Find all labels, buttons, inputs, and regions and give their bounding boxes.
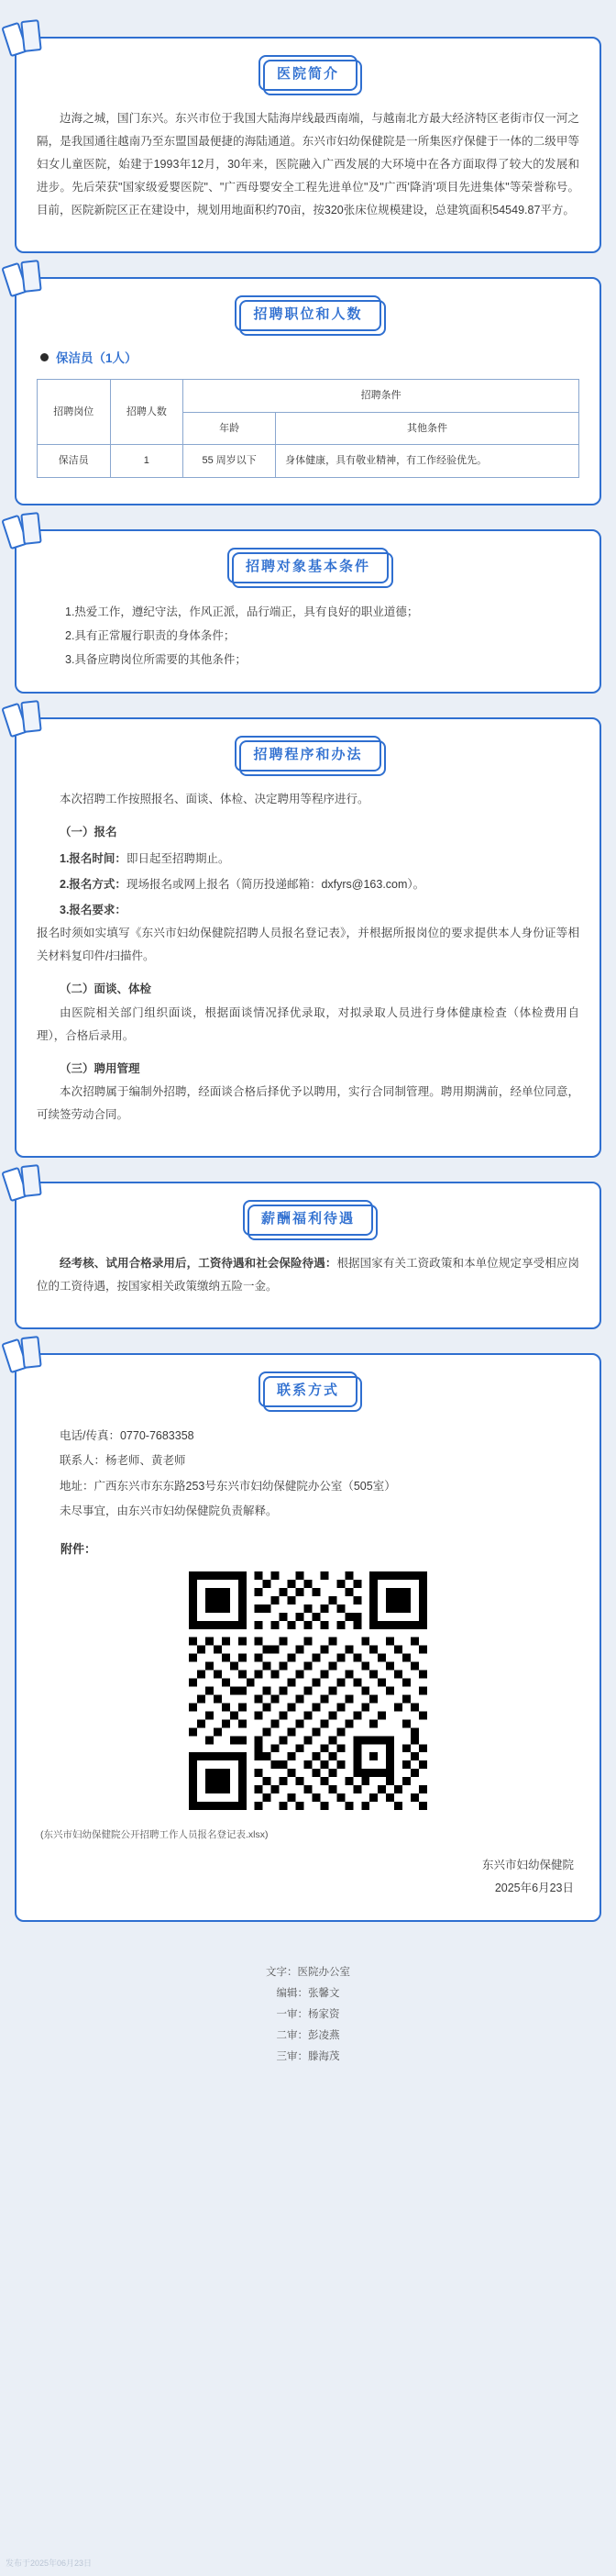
section-title-positions [37,295,579,331]
footer-line: 三审：滕海茂 [276,2050,340,2062]
procedure-paragraph: 由医院相关部门组织面谈，根据面谈情况择优录取，对拟录取人员进行身体健康检查（体检费用自理），合格后录用。 [37,1005,579,1042]
th-other: 其他条件 [276,412,579,445]
td-other: 身体健康，具有敬业精神，有工作经验优先。 [276,445,579,478]
section-title-procedure [37,736,579,772]
signature-org: 东兴市妇幼保健院 [481,1858,574,1871]
publish-stamp: 发布于2025年06月23日 [6,2559,93,2568]
section-title-contact [37,1371,579,1407]
procedure-paragraph: 本次招聘属于编制外招聘，经面谈合格后择优予以聘用，实行合同制管理。聘用期满前，经单位同意，可续签劳动合同。 [37,1084,579,1121]
section-title-label: 招聘程序和办法 [235,736,380,772]
qr-code-image[interactable] [183,1566,433,1815]
list-item: 3.具备应聘岗位所需要的其他条件； [65,653,247,666]
intro-paragraph: 边海之城，国门东兴。东兴市位于我国大陆海岸线最西南端，与越南北方最大经济特区老街市仅一河之隔，是我国通往越南乃至东盟国最便捷的海陆通道。东兴市妇幼保健院是一所集医疗保健于一体的二级甲等妇女儿童医院，始建于1993年12月，30年来，医院融入广西发展的大环境中在各方面取得了较大的发展和进步。先后荣获"国家级爱婴医院"、"广西母婴安全工程先进单位"及"广西'降消'项目先进集体"等荣誉称号。目前，医院新院区正在建设中，规划用地面积约70亩，按320张床位规模建设，总建筑面积54549.87平方。 [37,112,579,217]
section-title-salary [37,1200,579,1236]
procedure-heading-2: （二）面谈、体检 [60,983,152,996]
procedure-line [37,872,579,896]
card-salary [15,1182,601,1329]
salary-text: 根据国家有关工资政策和本单位规定享受相应岗位的工资待遇，按国家相关政策缴纳五险一金。 [37,1256,579,1293]
procedure-line-text: 现场报名或网上报名（简历投递邮箱：dxfyrs@163.com）。 [126,877,425,891]
table-row [38,445,579,478]
job-heading [40,348,579,366]
th-age: 年龄 [183,412,276,445]
recruit-table [37,379,579,478]
bullet-icon [40,353,49,361]
section-title-label: 薪酬福利待遇 [243,1200,373,1236]
section-title-label: 招聘职位和人数 [235,295,380,331]
qr-code-svg [189,1571,427,1810]
card-hospital-intro [15,37,601,253]
procedure-line-label: 1.报名时间： [60,851,126,865]
td-position: 保洁员 [38,445,111,478]
list-item: 1.热爱工作，遵纪守法，作风正派，品行端正，具有良好的职业道德； [65,605,419,618]
section-title-label: 医院简介 [258,55,358,91]
procedure-line-label: 3.报名要求： [60,904,126,916]
signature-block [37,1854,579,1900]
footer-line: 编辑：张馨文 [276,1987,340,1999]
footer-line: 文字：医院办公室 [266,1966,350,1978]
table-header-row [38,380,579,413]
procedure-line-text: 即日起至招聘期止。 [126,851,230,865]
salary-paragraph [37,1252,579,1298]
job-heading-label: 保洁员（1人） [56,351,138,365]
contact-note: 未尽事宜，由东兴市妇幼保健院负责解释。 [60,1505,278,1518]
td-age: 55 周岁以下 [183,445,276,478]
th-position: 招聘岗位 [38,380,111,445]
card-basic-conditions [15,529,601,694]
td-count: 1 [110,445,183,478]
signature-date: 2025年6月23日 [494,1881,574,1894]
contact-person: 联系人：杨老师、黄老师 [60,1454,186,1468]
card-positions [15,277,601,505]
procedure-line [37,847,579,871]
section-title-label: 招聘对象基本条件 [227,548,389,583]
procedure-heading-3: （三）聘用管理 [60,1061,140,1075]
article-footer [15,1946,601,2095]
list-item: 2.具有正常履行职责的身体条件； [65,628,236,642]
qr-code-wrapper[interactable] [37,1566,579,1820]
th-count: 招聘人数 [110,380,183,445]
section-title-label: 联系方式 [258,1371,358,1407]
section-title-intro [37,55,579,91]
contact-phone: 电话/传真：0770-7683358 [60,1428,194,1442]
th-conditions: 招聘条件 [183,380,579,413]
procedure-line-label: 2.报名方式： [60,877,126,891]
procedure-paragraph: 报名时须如实填写《东兴市妇幼保健院招聘人员报名登记表》，并根据所报岗位的要求提供本人身份证等相关材料复印件/扫描件。 [37,927,579,963]
procedure-lead: 本次招聘工作按照报名、面谈、体检、决定聘用等程序进行。 [60,793,369,806]
procedure-heading-1: （一）报名 [60,826,117,839]
card-contact [15,1353,601,1922]
attachment-label: 附件： [60,1541,97,1556]
contact-address: 地址：广西东兴市东东路253号东兴市妇幼保健院办公室（505室） [60,1479,396,1493]
footer-line: 一审：杨家资 [276,2008,340,2020]
footer-line: 二审：彭凌燕 [276,2029,340,2041]
card-procedure [15,717,601,1158]
procedure-line [37,898,579,922]
salary-lead: 经考核、试用合格录用后，工资待遇和社会保险待遇： [60,1256,337,1270]
qr-caption: (东兴市妇幼保健院公开招聘工作人员报名登记表.xlsx) [40,1828,269,1840]
basic-conditions-list [37,600,579,672]
section-title-basic-conditions [37,548,579,583]
